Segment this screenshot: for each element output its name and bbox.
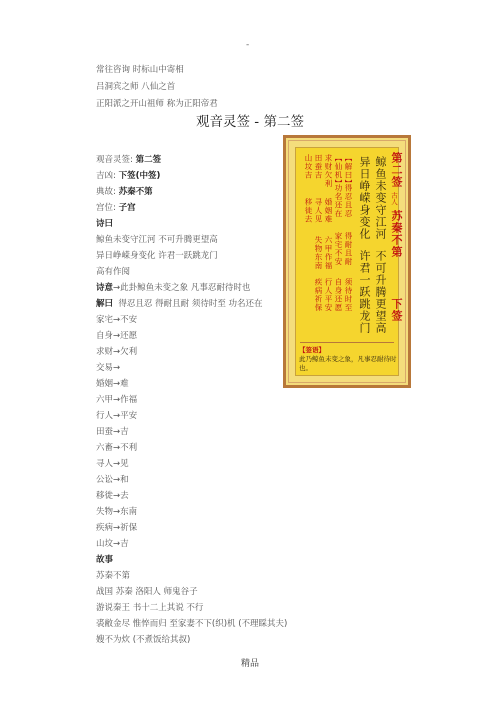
- page-footer: 精品: [240, 659, 259, 669]
- info-label: 观音灵签:: [96, 155, 133, 165]
- card-foot-text: 此乃鲸鱼未变之象，凡事忍耐待时也。: [299, 355, 397, 372]
- info-line: [96, 186, 153, 198]
- fortune-slip-card: [283, 135, 411, 388]
- meaning-line: [96, 282, 250, 294]
- info-line: [96, 170, 160, 182]
- info-value: 下签(中签): [118, 171, 161, 181]
- meaning-text: →此卦鲸鱼未变之象 凡事忍耐待时也: [113, 283, 251, 293]
- info-line: [96, 154, 161, 166]
- card-gu-label: 古人: [390, 192, 398, 205]
- page-title: 观音灵签 - 第二签: [196, 114, 304, 130]
- outcome-item: 家宅→不安: [96, 315, 138, 325]
- card-note: 须待时至: [344, 278, 353, 312]
- card-note: 六甲作福: [324, 236, 333, 270]
- outcome-item: 交易→: [96, 363, 121, 373]
- card-note: 山坟吉: [304, 154, 313, 180]
- card-note: 家宅不安: [334, 232, 343, 266]
- outcome-item: 山坟→吉: [96, 539, 129, 549]
- outcome-item: 自身→还愿: [96, 331, 138, 341]
- card-story-name: 苏秦不第: [390, 210, 403, 258]
- info-label: 宫位:: [96, 203, 116, 213]
- poem-heading: [96, 218, 113, 230]
- card-number: 第二签: [390, 152, 403, 188]
- card-note: 寻人见: [314, 198, 323, 224]
- card-note: 功名还在: [334, 184, 343, 218]
- poem-heading-text: 诗曰: [96, 219, 114, 229]
- card-poem-col: 不可升腾更望高: [374, 250, 387, 334]
- intro-line: 正阳派之开山祖师 称为正阳帝君: [96, 99, 218, 109]
- poem-line: 高有作阅: [96, 267, 131, 277]
- info-value: 第二签: [135, 155, 162, 165]
- card-note: 婚姻难: [324, 198, 333, 224]
- meaning-label: 诗意: [96, 283, 114, 293]
- card-foot-tag: 【签语】: [299, 346, 325, 354]
- card-poem-col: 许君一跃跳龙门: [358, 250, 371, 334]
- card-note: 得忍且忍: [344, 184, 353, 218]
- story-line: 游说秦王 书十二上其说 不行: [96, 603, 204, 613]
- story-line: 嫂不为炊 (不煮饭给其叔): [96, 635, 191, 645]
- intro-line: 吕洞宾之师 八仙之首: [96, 82, 176, 92]
- card-note: 疾病祈保: [314, 278, 323, 312]
- explain-line: [96, 298, 263, 310]
- poem-line: 异日峥嵘身变化 许君一跃跳龙门: [96, 251, 218, 261]
- outcome-item: 六甲→作福: [96, 395, 138, 405]
- card-poem-col: 异日峥嵘身变化: [358, 156, 371, 240]
- story-heading: [96, 554, 113, 566]
- fortune-slip-inner: [295, 147, 403, 376]
- card-foot: [299, 346, 403, 373]
- card-note: 失物东南: [314, 236, 323, 270]
- header-mark: -: [246, 40, 250, 50]
- outcome-item: 疾病→祈保: [96, 523, 138, 533]
- outcome-item: 失物→东南: [96, 507, 138, 517]
- poem-line: 鲸鱼未变守江河 不可升腾更望高: [96, 235, 218, 245]
- story-heading-text: 故事: [96, 555, 114, 565]
- outcome-item: 田蚕→吉: [96, 427, 129, 437]
- story-line: 裘敝金尽 惟悴而归 至家妻不下(织)机 (不理睬其夫): [96, 619, 288, 629]
- info-line: [96, 202, 136, 214]
- card-divider: [300, 342, 394, 343]
- story-line: 苏秦不第: [96, 571, 131, 581]
- outcome-item: 六畜→不利: [96, 443, 138, 453]
- info-label: 典故:: [96, 187, 116, 197]
- card-note: 求财欠利: [324, 154, 333, 188]
- intro-line: 常往咨询 时标山中寄相: [96, 65, 184, 75]
- explain-text: 得忍且忍 得耐且耐 须待时至 功名还在: [118, 299, 263, 309]
- story-line: 战国 苏秦 洛阳人 师鬼谷子: [96, 587, 198, 597]
- card-note: 行人平安: [324, 278, 333, 312]
- outcome-item: 行人→平安: [96, 411, 138, 421]
- explain-label: 解曰: [96, 299, 114, 309]
- card-note: 得耐且耐: [344, 232, 353, 266]
- info-value: 苏秦不第: [118, 187, 153, 197]
- card-note: 移徙去: [304, 198, 313, 224]
- info-label: 吉凶:: [96, 171, 116, 181]
- outcome-item: 公讼→和: [96, 475, 129, 485]
- card-grade: 下签: [390, 298, 403, 322]
- card-note: 自身还愿: [334, 278, 343, 312]
- outcome-item: 寻人→见: [96, 459, 129, 469]
- outcome-item: 婚姻→难: [96, 379, 129, 389]
- info-value: 子宫: [118, 203, 136, 213]
- card-poem-col: 鲸鱼未变守江河: [374, 156, 387, 240]
- card-tag: 【解曰】: [344, 154, 353, 188]
- card-tag: 【仙机】: [334, 154, 343, 188]
- card-note: 田蚕吉: [314, 154, 323, 180]
- outcome-item: 移徙→去: [96, 491, 129, 501]
- outcome-item: 求财→欠利: [96, 347, 138, 357]
